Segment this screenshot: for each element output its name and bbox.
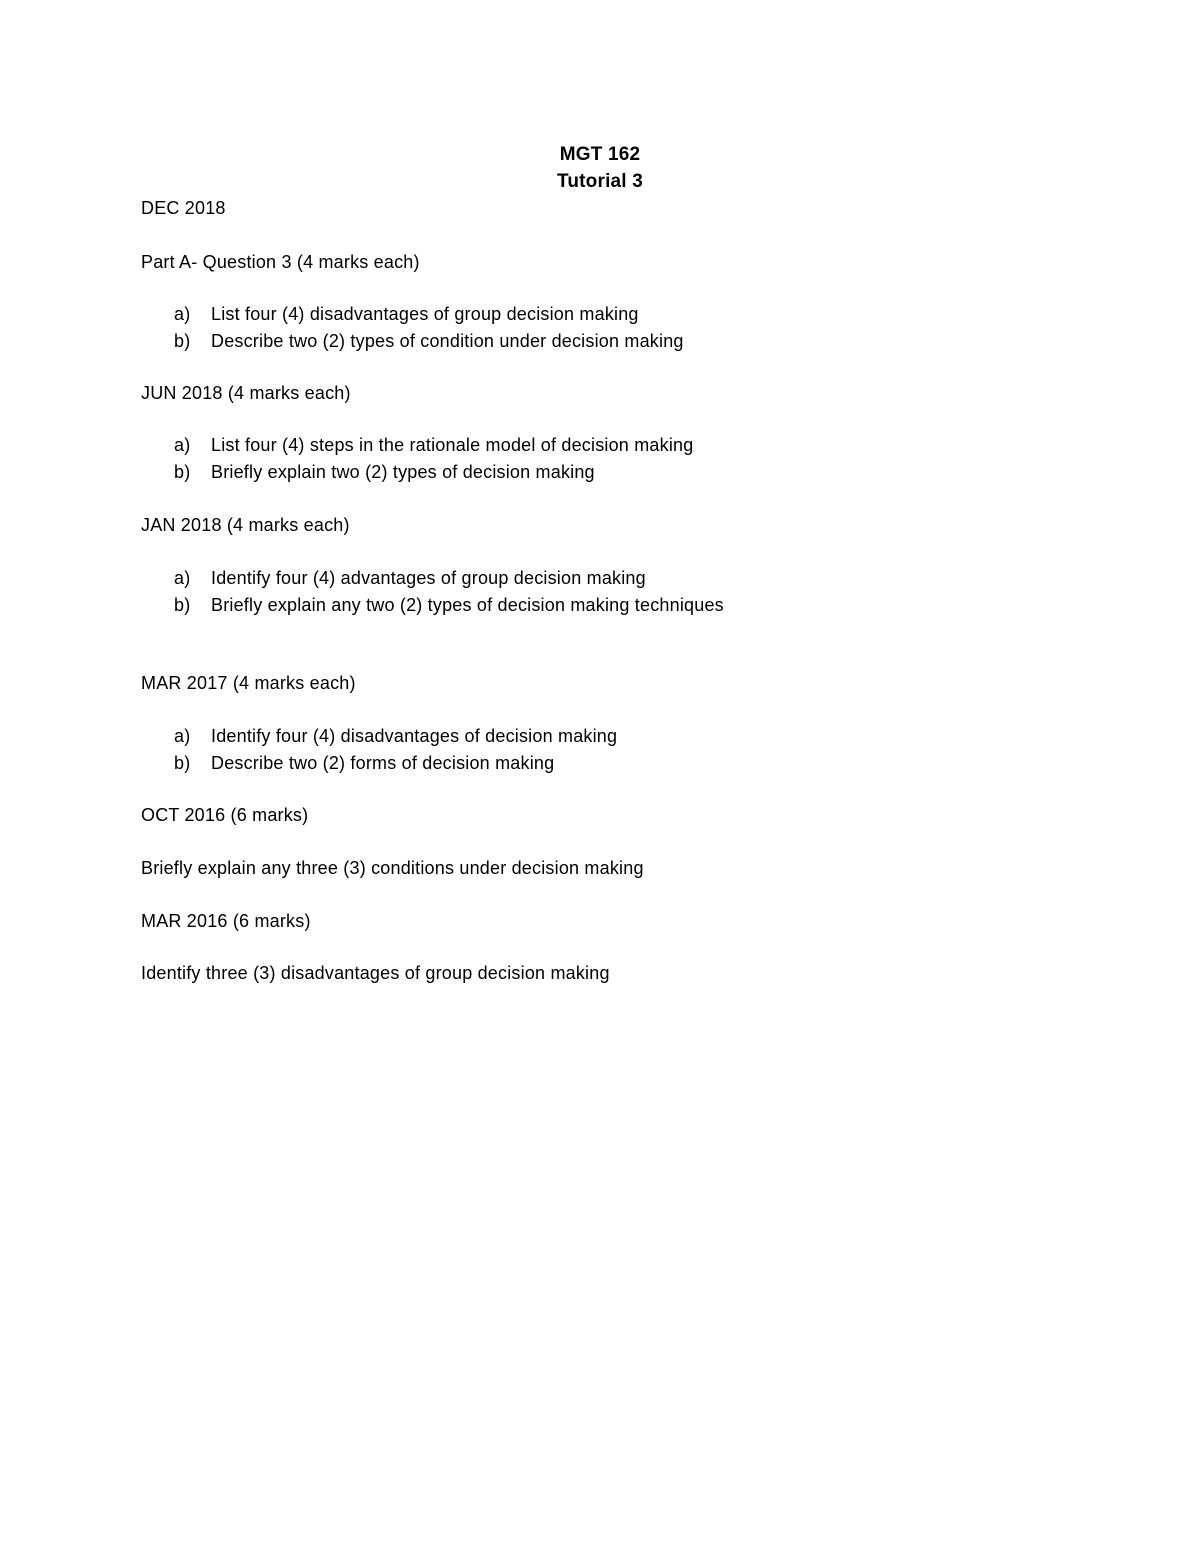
- question-text: Briefly explain any three (3) conditions under decision making: [141, 858, 644, 878]
- list-item: [174, 329, 684, 353]
- list-item-text: Identify four (4) advantages of group decision making: [211, 568, 646, 588]
- list-item-text: List four (4) disadvantages of group decision making: [211, 304, 639, 324]
- list-item-text: Describe two (2) types of condition under decision making: [211, 331, 684, 351]
- section-heading: MAR 2017 (4 marks each): [141, 673, 356, 693]
- list-item-text: Briefly explain two (2) types of decision making: [211, 462, 595, 482]
- list-marker: a): [174, 435, 191, 455]
- section-heading: OCT 2016 (6 marks): [141, 805, 309, 825]
- list-item: [174, 460, 595, 484]
- list-marker: a): [174, 568, 191, 588]
- list-item-text: Identify four (4) disadvantages of decision making: [211, 726, 618, 746]
- list-item: [174, 593, 724, 617]
- section-heading: JUN 2018 (4 marks each): [141, 383, 351, 403]
- list-item-text: List four (4) steps in the rationale model of decision making: [211, 435, 694, 455]
- list-marker: b): [174, 595, 191, 615]
- list-item: [174, 566, 646, 590]
- section-heading: MAR 2016 (6 marks): [141, 911, 311, 931]
- list-marker: b): [174, 753, 191, 773]
- question-text: Identify three (3) disadvantages of group decision making: [141, 963, 610, 983]
- section-subheading: Part A- Question 3 (4 marks each): [141, 252, 420, 272]
- list-item: [174, 751, 554, 775]
- list-marker: b): [174, 462, 191, 482]
- section-heading: JAN 2018 (4 marks each): [141, 515, 350, 535]
- document-subtitle: Tutorial 3: [556, 171, 644, 192]
- list-item: [174, 724, 617, 748]
- list-item: [174, 302, 639, 326]
- section-heading: DEC 2018: [141, 198, 226, 218]
- list-item: [174, 433, 693, 457]
- list-marker: a): [174, 304, 191, 324]
- list-item-text: Describe two (2) forms of decision making: [211, 753, 555, 773]
- list-marker: a): [174, 726, 191, 746]
- list-marker: b): [174, 331, 191, 351]
- document-title: MGT 162: [559, 144, 641, 165]
- list-item-text: Briefly explain any two (2) types of decision making techniques: [211, 595, 724, 615]
